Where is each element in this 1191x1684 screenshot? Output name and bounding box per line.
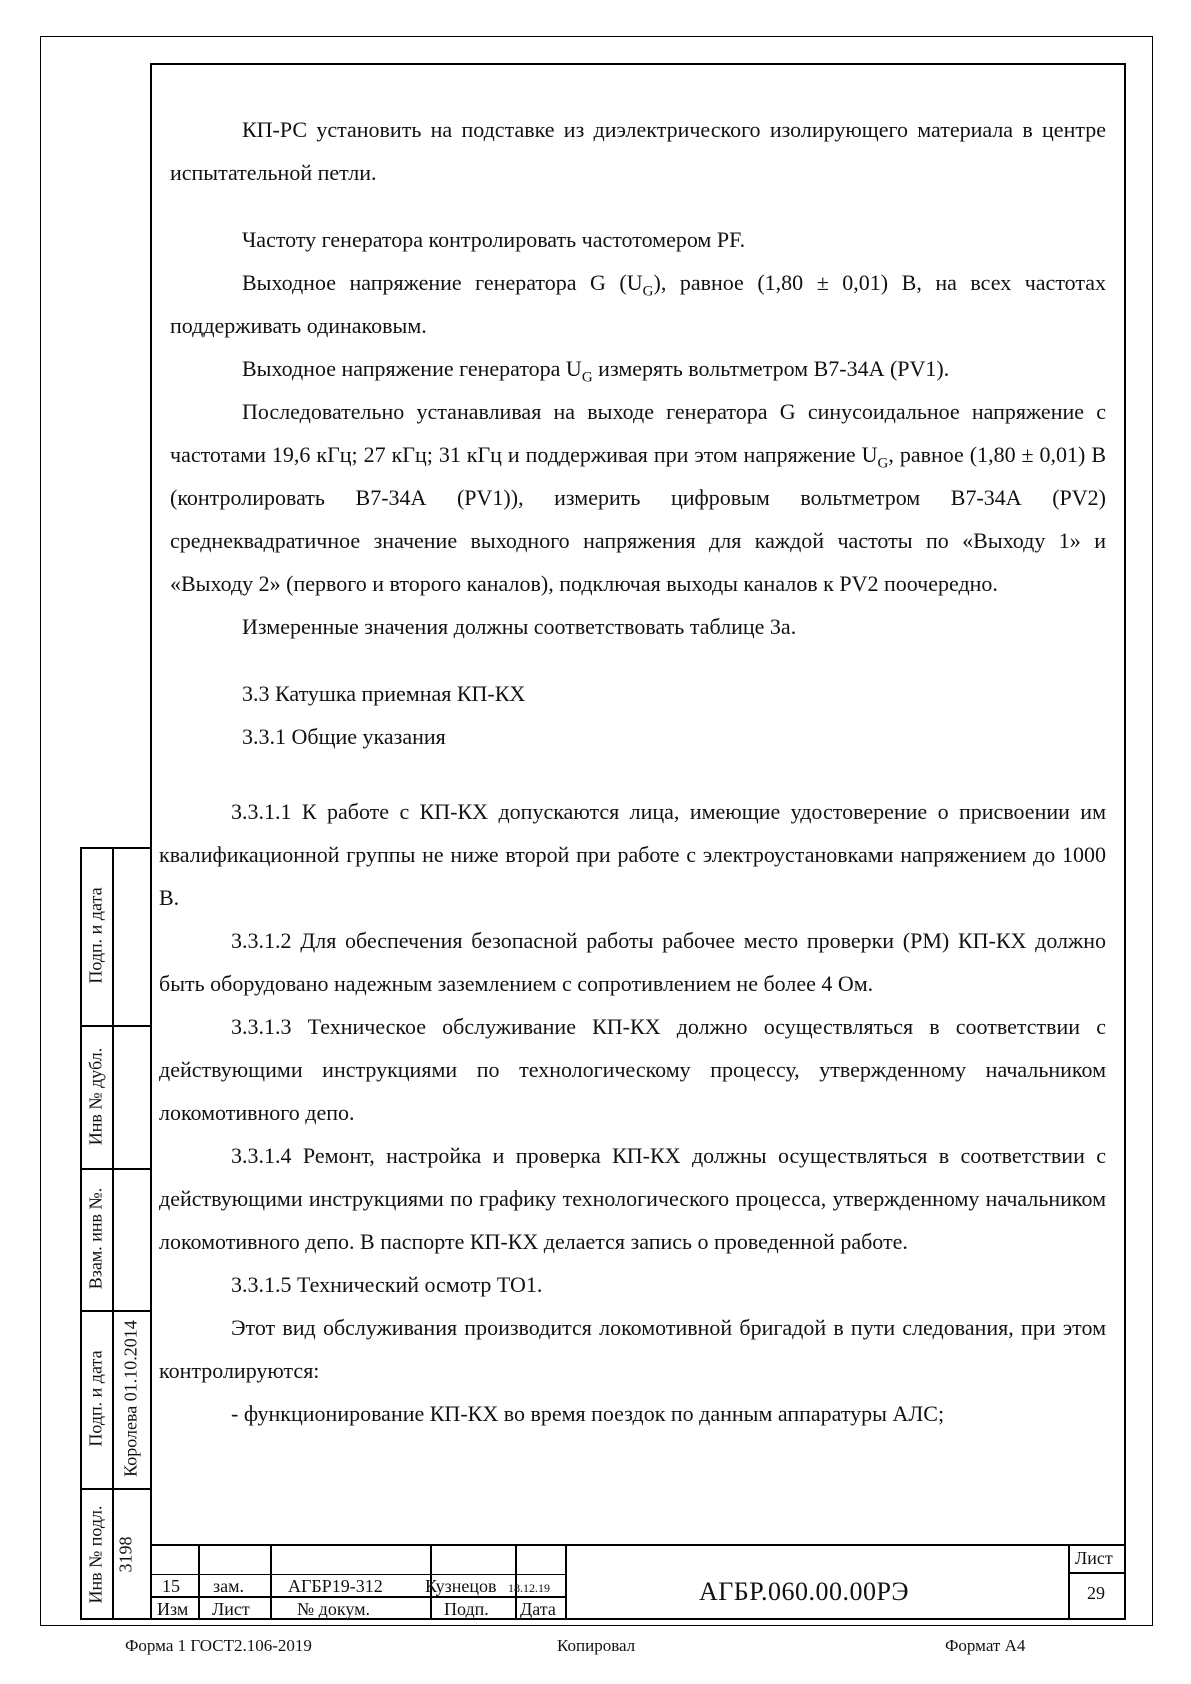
footer-copied: Копировал: [557, 1636, 636, 1655]
document-body-lower: [159, 790, 1106, 1435]
paragraph: Этот вид обслуживания производится локомотивной бригадой в пути следования, при этом контролируются:: [159, 1315, 1106, 1383]
header-dokum: № докум.: [297, 1599, 370, 1619]
paragraph: 3.3.1.2 Для обеспечения безопасной работы рабочее место проверки (РМ) КП-КХ должно быть оборудовано надежным заземлением с сопротивлением не более 4 Ом.: [159, 928, 1106, 996]
header-list: Лист: [212, 1599, 250, 1619]
paragraph: КП-РС установить на подставке из диэлектрического изолирующего материала в центре испытательной петли.: [170, 117, 1106, 185]
header-podp: Подп.: [444, 1599, 489, 1619]
side-value-inv-podl: 3198: [115, 1536, 136, 1573]
change-izm: 15: [162, 1576, 180, 1596]
sheet-label: Лист: [1075, 1548, 1113, 1568]
document-code: АГБР.060.00.00РЭ: [699, 1577, 910, 1606]
paragraph: 3.3.1.4 Ремонт, настройка и проверка КП-КХ должны осуществляться в соответствии с действующими инструкциями по графику технологического процесса, утвержденному начальником локомотивного депо. В паспорте КП-КХ делается запись о проведенной работе.: [159, 1143, 1106, 1254]
side-label-podp-data: Подп. и дата: [85, 887, 106, 984]
change-data: 18.12.19: [508, 1581, 550, 1595]
paragraph: Измеренные значения должны соответствовать таблице 3а.: [242, 614, 797, 639]
sheet-number: 29: [1087, 1583, 1105, 1603]
side-label-inv-dubl: Инв № дубл.: [85, 1047, 106, 1146]
footer-form: Форма 1 ГОСТ2.106-2019: [125, 1636, 312, 1655]
paragraph: 3.3.1.3 Техническое обслуживание КП-КХ должно осуществляться в соответствии с действующими инструкциями по технологическому процессу, утвержденному начальником локомотивного депо.: [159, 1014, 1106, 1125]
side-label-podp-data-2: Подп. и дата: [85, 1350, 106, 1447]
paragraph: 3.3.1.1 К работе с КП-КХ допускаются лица, имеющие удостоверение о присвоении им квалификационной группы не ниже второй при работе с электроустановками напряжением до 1000 В.: [159, 799, 1106, 910]
side-value-korolev: Королева 01.10.2014: [120, 1320, 141, 1477]
section-heading: 3.3 Катушка приемная КП-КХ: [242, 681, 526, 706]
paragraph: 3.3.1.5 Технический осмотр ТО1.: [231, 1272, 543, 1297]
document-body: [170, 108, 1106, 758]
footer-format: Формат А4: [945, 1636, 1026, 1655]
change-list: зам.: [213, 1576, 244, 1596]
header-izm: Изм: [157, 1599, 189, 1619]
change-podp: Кузнецов: [425, 1576, 497, 1596]
paragraph: Частоту генератора контролировать частотомером PF.: [242, 227, 746, 252]
header-data: Дата: [520, 1599, 556, 1619]
subsection-heading: 3.3.1 Общие указания: [242, 724, 446, 749]
paragraph: Последовательно устанавливая на выходе генератора G синусоидальное напряжение с частотами 19,6 кГц; 27 кГц; 31 кГц и поддерживая при этом напряжение $U_G$, равное (1,80 ± 0,01) В (контролировать В7-34А (PV1)), измерить цифровым вольтметром В7-34А (PV2) среднеквадратичное значение выходного напряжения для каждой частоты по «Выходу 1» и «Выходу 2» (первого и второго каналов), подключая выходы каналов к PV2 поочередно.: [170, 399, 1106, 596]
paragraph: Выходное напряжение генератора $U_G$ измерять вольтметром В7-34А (PV1).: [242, 356, 950, 386]
paragraph: Выходное напряжение генератора G $(U_G)$, равное (1,80 ± 0,01) В, на всех частотах поддерживать одинаковым.: [170, 270, 1106, 338]
change-dokum: АГБР19-312: [288, 1576, 383, 1596]
side-label-inv-podl: Инв № подл.: [85, 1505, 106, 1604]
paragraph: - функционирование КП-КХ во время поездок по данным аппаратуры АЛС;: [231, 1401, 945, 1426]
side-label-vzam-inv: Взам. инв №.: [85, 1187, 106, 1290]
